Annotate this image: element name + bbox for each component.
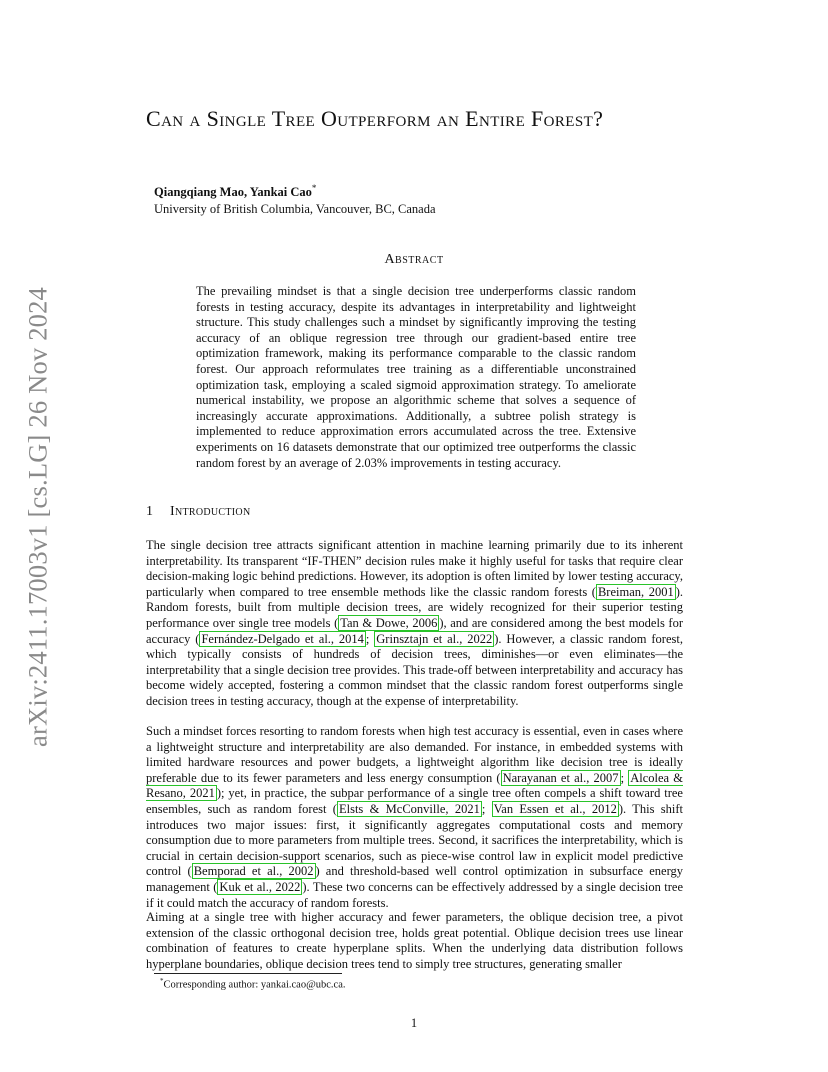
- citation-link[interactable]: Bemporad et al., 2002: [193, 864, 314, 879]
- paper-title-text: Can a Single Tree Outperform an Entire Forest?: [146, 106, 604, 131]
- author-footnote-mark[interactable]: *: [311, 183, 317, 193]
- citation-link[interactable]: Alcolea & Resano, 2021: [146, 770, 683, 801]
- text-run: ). However, a classic random forest, which typically consists of hundreds of decision trees, diminishes—or even eliminates—the interpretability that a single decision tree provides. This trade-off between interpretability and accuracy has become widely accepted, fostering a common mindset that the classic random forest outperforms single decision trees in testing accuracy, though at the expense of interpretability.: [146, 631, 683, 708]
- citation-link[interactable]: Elsts & McConville, 2021: [338, 801, 480, 816]
- arxiv-stamp: [8, 272, 68, 762]
- intro-paragraph-2: [146, 724, 683, 911]
- section-heading: [146, 504, 250, 520]
- citation-link[interactable]: Tan & Dowe, 2006: [340, 615, 438, 630]
- section-number: 1: [146, 504, 154, 519]
- text-run: ). This shift introduces two major issues: first, it significantly aggregates computational costs and memory consumption due to more parameters from multiple trees. Second, it sacrifices the interpretability, which is crucial in certain decision-support scenarios, such as piece-wise control law in explicit model predictive control (: [146, 801, 684, 879]
- text-run: ), and are considered among the best models for accuracy (: [146, 615, 683, 646]
- text-run: ). These two concerns can be effectively addressed by a single decision tree if it could match the accuracy of random forests.: [146, 879, 683, 910]
- text-run: The single decision tree attracts significant attention in machine learning primarily due to its inherent interpretability. Its transparent “IF-THEN” decision rules make it highly useful for tasks that require clear decision-making logic behind predictions. However, its adoption is often limited by lower testing accuracy, particularly when compared to tree ensemble methods like the classic random forests (: [146, 538, 683, 599]
- citation-link[interactable]: Kuk et al., 2022: [219, 879, 301, 894]
- citation-link[interactable]: Van Essen et al., 2012: [493, 801, 617, 816]
- arxiv-stamp-text: arXiv:2411.17003v1 [cs.LG] 26 Nov 2024: [22, 286, 53, 748]
- abstract-text: The prevailing mindset is that a single decision tree underperforms classic random forests in testing accuracy, despite its advantages in interpretability and lightweight structure. This study challenges such a mindset by significantly improving the testing accuracy of an oblique regression tree through our gradient-based entire tree optimization framework, making its performance comparable to the classic random forest. Our approach reformulates tree training as a differentiable unconstrained optimization task, employing a scaled sigmoid approximation strategy. To ameliorate numerical instability, we propose an algorithmic scheme that solves a sequence of increasingly accurate approximations. Additionally, a subtree polish strategy is implemented to reduce approximation errors accumulated across the tree. Extensive experiments on 16 datasets demonstrate that our optimized tree outperforms the classic random forest by an average of 2.03% improvements in testing accuracy.: [196, 284, 636, 470]
- footnote: [160, 977, 346, 991]
- author-block: [154, 180, 436, 218]
- citation-link[interactable]: Breiman, 2001: [597, 584, 674, 599]
- footnote-text: Corresponding author: yankai.cao@ubc.ca.: [163, 979, 346, 991]
- citation-link[interactable]: Grinsztajn et al., 2022: [376, 631, 493, 646]
- abstract-heading: [0, 252, 828, 268]
- text-run: ;: [481, 801, 492, 816]
- text-run: ;: [620, 770, 629, 785]
- intro-paragraph-1: [146, 538, 683, 710]
- abstract-heading-text: Abstract: [384, 252, 444, 267]
- section-title: Introduction: [170, 504, 251, 519]
- text-run: Such a mindset forces resorting to random forests when high test accuracy is essential, even in cases where a lightweight structure and interpretability are also demanded. For instance, in embedded systems with limited hardware resources and power budgets, a lightweight algorithm like decision tree is ideally preferable due to its fewer parameters and less energy consumption (: [146, 724, 683, 785]
- footnote-mark: *: [160, 977, 164, 985]
- paper-title: [146, 104, 696, 134]
- text-run: ); yet, in practice, the subpar performance of a single tree often compels a shift toward tree ensembles, such as random forest (: [146, 786, 683, 816]
- citation-link[interactable]: Fernández-Delgado et al., 2014: [201, 631, 364, 646]
- author-names: Qiangqiang Mao, Yankai Cao: [154, 185, 312, 200]
- text-run: ) and threshold-based well control optimization in subsurface energy management (: [146, 864, 684, 894]
- text-run: ). Random forests, built from multiple decision trees, are widely recognized for their superior testing performance over single tree models (: [146, 584, 683, 630]
- footnote-rule: [154, 973, 342, 974]
- intro-paragraph-3: Aiming at a single tree with higher accuracy and fewer parameters, the oblique decision tree, a pivot extension of the classic orthogonal decision tree, holds great potential. Oblique decision trees use linear combination of features to create hyperplane splits. When the underlying data distribution follows hyperplane boundaries, oblique decision trees tend to simply tree structures, generating smaller: [146, 910, 683, 971]
- citation-link[interactable]: Narayanan et al., 2007: [502, 770, 619, 785]
- text-run: ;: [365, 631, 375, 646]
- affiliation: University of British Columbia, Vancouver, BC, Canada: [154, 202, 436, 217]
- page-number: 1: [410, 1016, 418, 1030]
